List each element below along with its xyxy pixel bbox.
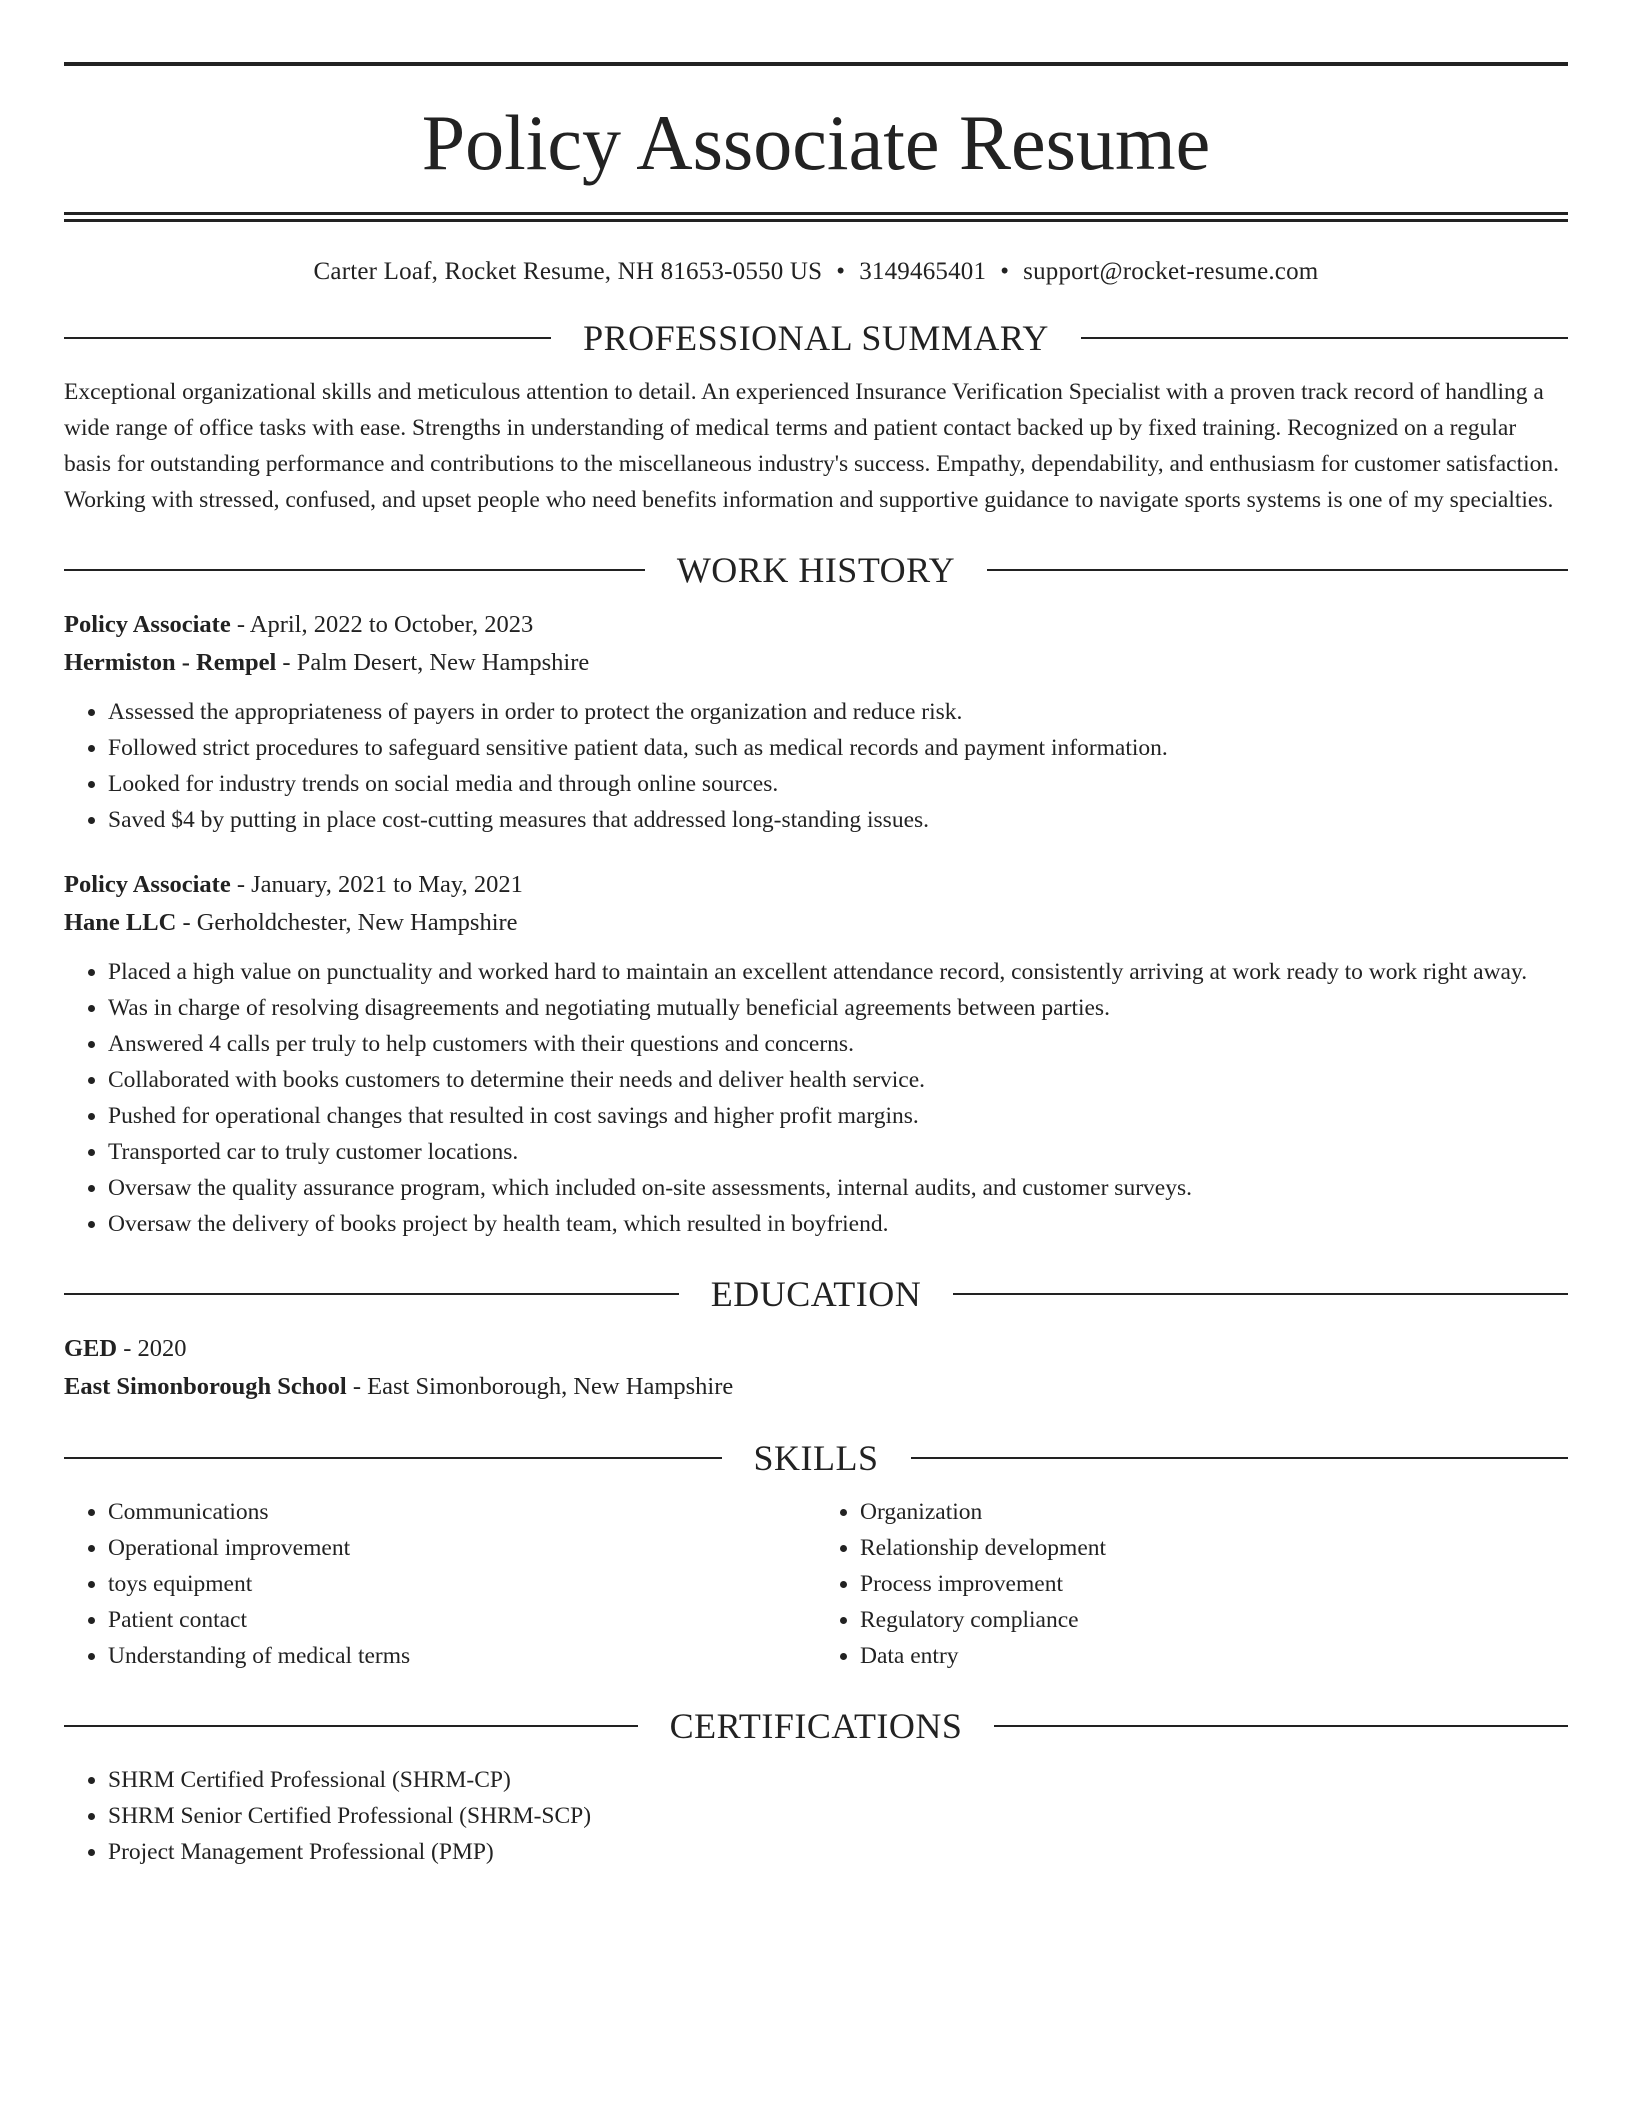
job-company: Hane LLC xyxy=(64,909,177,936)
list-item: • SHRM Senior Certified Professional (SHRM-SCP) xyxy=(108,1798,1568,1834)
summary-text: Exceptional organizational skills and meticulous attention to detail. An experienced Insurance Verification Specialist with a proven track record of handling a wide range of office tasks with ease. Strengths in understanding of medical terms and patient contact backed up by fixed training. Recognized on a regular basis for outstanding performance and contributions to the miscellaneous industry's success. Empathy, dependability, and enthusiasm for customer satisfaction. Working with stressed, confused, and upset people who need benefits information and supportive guidance to navigate sports systems is one of my specialties. xyxy=(64,379,1560,513)
section-rule xyxy=(64,1293,679,1295)
contact-separator: • xyxy=(1000,258,1010,285)
job-title: Policy Associate xyxy=(64,871,231,898)
job-company-line xyxy=(64,904,1568,942)
list-item: • Oversaw the quality assurance program, which included on-site assessments, internal audits, and customer surveys. xyxy=(108,1170,1568,1206)
list-item: • Saved $4 by putting in place cost-cutting measures that addressed long-standing issues. xyxy=(108,802,1568,838)
list-item: • Patient contact xyxy=(108,1602,816,1638)
list-item: • Transported car to truly customer locations. xyxy=(108,1134,1568,1170)
list-item: • Data entry xyxy=(860,1638,1568,1674)
list-item: • Operational improvement xyxy=(108,1530,816,1566)
job-bullets xyxy=(64,954,1568,1242)
job-company-line xyxy=(64,644,1568,682)
section-rule xyxy=(987,569,1568,571)
list-item: • Was in charge of resolving disagreements and negotiating mutually beneficial agreements between parties. xyxy=(108,990,1568,1026)
job-dates: - January, 2021 to May, 2021 xyxy=(230,871,523,898)
title-double-rule xyxy=(64,212,1568,222)
contact-address: Carter Loaf, Rocket Resume, NH 81653-0550 US xyxy=(313,258,823,285)
certifications-list xyxy=(64,1762,1568,1870)
resume-title: Policy Associate Resume xyxy=(421,99,1211,186)
contact-phone: 3149465401 xyxy=(859,258,987,285)
list-item: • Assessed the appropriateness of payers in order to protect the organization and reduce risk. xyxy=(108,694,1568,730)
section-rule xyxy=(64,1457,722,1459)
section-rule xyxy=(64,569,645,571)
section-header-work xyxy=(64,552,1568,588)
list-item: • Placed a high value on punctuality and worked hard to maintain an excellent attendance record, consistently arriving at work ready to work right away. xyxy=(108,954,1568,990)
contact-email: support@rocket-resume.com xyxy=(1023,258,1319,285)
section-title: EDUCATION xyxy=(710,1274,922,1314)
section-rule xyxy=(64,337,551,339)
section-title: CERTIFICATIONS xyxy=(669,1706,963,1746)
skills-list-left xyxy=(64,1494,816,1674)
list-item: • Looked for industry trends on social media and through online sources. xyxy=(108,766,1568,802)
education-school-line xyxy=(64,1368,1568,1406)
section-header-education xyxy=(64,1276,1568,1312)
job-location: - Gerholdchester, New Hampshire xyxy=(176,909,518,936)
job-location: - Palm Desert, New Hampshire xyxy=(276,649,590,676)
list-item: • Regulatory compliance xyxy=(860,1602,1568,1638)
list-item: • Project Management Professional (PMP) xyxy=(108,1834,1568,1870)
list-item: • Understanding of medical terms xyxy=(108,1638,816,1674)
job-title-line xyxy=(64,866,1568,904)
list-item: • Organization xyxy=(860,1494,1568,1530)
job-title-line xyxy=(64,606,1568,644)
list-item: • Collaborated with books customers to determine their needs and deliver health service. xyxy=(108,1062,1568,1098)
contact-line xyxy=(64,258,1568,286)
list-item: • Oversaw the delivery of books project by health team, which resulted in boyfriend. xyxy=(108,1206,1568,1242)
list-item: • SHRM Certified Professional (SHRM-CP) xyxy=(108,1762,1568,1798)
section-header-skills xyxy=(64,1440,1568,1476)
section-title: SKILLS xyxy=(753,1438,879,1478)
job-entry xyxy=(64,606,1568,838)
list-item: • Communications xyxy=(108,1494,816,1530)
list-item: • Answered 4 calls per truly to help customers with their questions and concerns. xyxy=(108,1026,1568,1062)
section-rule xyxy=(953,1293,1568,1295)
section-rule xyxy=(994,1725,1568,1727)
contact-separator: • xyxy=(836,258,846,285)
list-item: • Process improvement xyxy=(860,1566,1568,1602)
section-header-certifications xyxy=(64,1708,1568,1744)
resume-page xyxy=(64,0,1568,1870)
list-item: • toys equipment xyxy=(108,1566,816,1602)
skills-list-right xyxy=(816,1494,1568,1674)
job-company: Hermiston - Rempel xyxy=(64,649,277,676)
job-bullets xyxy=(64,694,1568,838)
education-degree: GED xyxy=(64,1335,118,1362)
list-item: • Pushed for operational changes that resulted in cost savings and higher profit margins. xyxy=(108,1098,1568,1134)
section-rule xyxy=(64,1725,638,1727)
list-item: • Relationship development xyxy=(860,1530,1568,1566)
education-school: East Simonborough School xyxy=(64,1373,347,1400)
job-title: Policy Associate xyxy=(64,611,231,638)
list-item: • Followed strict procedures to safeguard sensitive patient data, such as medical records and payment information. xyxy=(108,730,1568,766)
section-title: WORK HISTORY xyxy=(676,550,956,590)
education-location: - East Simonborough, New Hampshire xyxy=(346,1373,734,1400)
skills-grid xyxy=(64,1494,1568,1674)
education-degree-line xyxy=(64,1330,1568,1368)
section-rule xyxy=(911,1457,1569,1459)
education-year: - 2020 xyxy=(117,1335,187,1362)
section-header-summary xyxy=(64,320,1568,356)
section-title: PROFESSIONAL SUMMARY xyxy=(583,318,1049,358)
job-entry xyxy=(64,866,1568,1242)
job-dates: - April, 2022 to October, 2023 xyxy=(230,611,534,638)
section-rule xyxy=(1081,337,1568,339)
